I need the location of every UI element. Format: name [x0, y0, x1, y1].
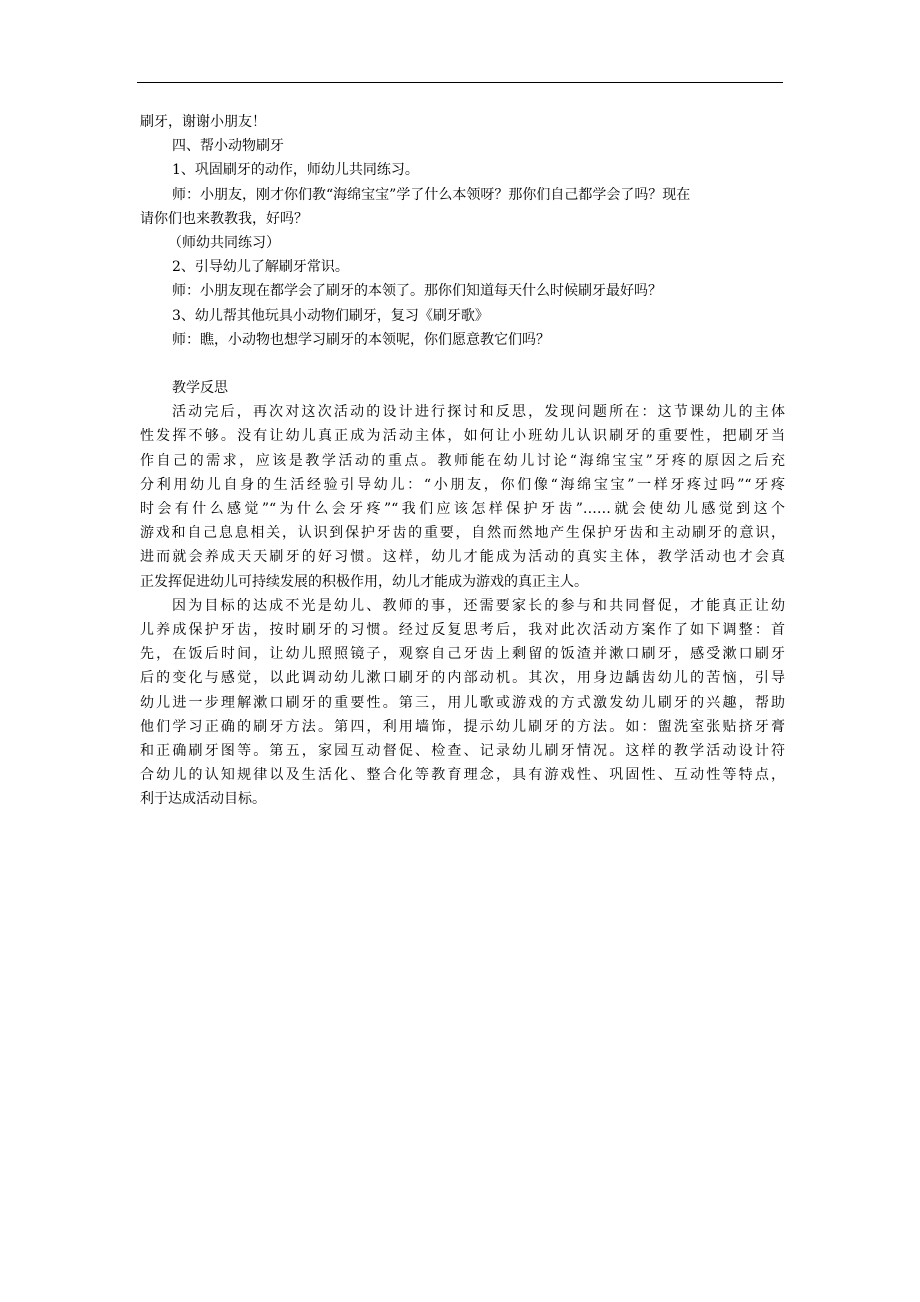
reflection-line: 他们学习正确的刷牙方法。第四，利用墙饰，提示幼儿刷牙的方法。如：盥洗室张贴挤牙膏: [140, 718, 785, 735]
text-line: （师幼共同练习）: [168, 234, 280, 251]
reflection-line: 儿养成保护牙齿，按时刷牙的习惯。经过反复思考后，我对此次活动方案作了如下调整：首: [140, 621, 785, 638]
text-line: 师：小朋友现在都学会了刷牙的本领了。那你们知道每天什么时候刷牙最好吗？: [172, 283, 662, 300]
reflection-line: 幼儿进一步理解漱口刷牙的重要性。第三，用儿歌或游戏的方式激发幼儿刷牙的兴趣，帮助: [140, 694, 785, 711]
reflection-line: 和正确刷牙图等。第五，家园互动督促、检查、记录幼儿刷牙情况。这样的教学活动设计符: [140, 742, 785, 759]
text-line: 3、幼儿帮其他玩具小动物们刷牙，复习《刷牙歌》: [172, 307, 489, 324]
header-rule: [137, 82, 783, 83]
reflection-heading: 教学反思: [172, 380, 228, 397]
reflection-line: 因为目标的达成不光是幼儿、教师的事，还需要家长的参与和共同督促，才能真正让幼: [172, 597, 785, 614]
reflection-line: 分利用幼儿自身的生活经验引导幼儿：“小朋友，你们像“海绵宝宝”一样牙疼过吗”“牙疼: [140, 476, 785, 493]
paragraph-gap: [140, 352, 785, 376]
text-line: 刷牙，谢谢小朋友！: [140, 114, 266, 130]
text-line: 1、巩固刷牙的动作，师幼儿共同练习。: [172, 162, 419, 179]
document-body: [140, 110, 785, 811]
reflection-line: 游戏和自己息息相关，认识到保护牙齿的重要，自然而然地产生保护牙齿和主动刷牙的意识，: [140, 525, 785, 542]
reflection-line: 时会有什么感觉”“为什么会牙疼”“我们应该怎样保护牙齿”……就会使幼儿感觉到这个: [140, 501, 785, 517]
text-line: 师：瞧，小动物也想学习刷牙的本领呢，你们愿意教它们吗？: [172, 331, 550, 348]
text-line: 2、引导幼儿了解刷牙常识。: [172, 259, 349, 276]
reflection-line: 进而就会养成天天刷牙的好习惯。这样，幼儿才能成为活动的真实主体，教学活动也才会真: [140, 549, 785, 566]
reflection-line: 利于达成活动目标。: [140, 791, 266, 808]
text-line: 师：小朋友，刚才你们教“海绵宝宝”学了什么本领呀？那你们自己都学会了吗？现在: [172, 186, 691, 203]
reflection-line: 活动完后，再次对这次活动的设计进行探讨和反思，发现问题所在：这节课幼儿的主体: [172, 404, 785, 421]
reflection-line: 先，在饭后时间，让幼儿照照镜子，观察自己牙齿上剩留的饭渣并漱口刷牙，感受漱口刷牙: [140, 646, 785, 663]
reflection-line: 正发挥促进幼儿可持续发展的积极作用，幼儿才能成为游戏的真正主人。: [140, 573, 588, 590]
text-line: 请你们也来教教我，好吗？: [140, 210, 308, 227]
section-heading: 四、帮小动物刷牙: [172, 138, 284, 155]
reflection-line: 合幼儿的认知规律以及生活化、整合化等教育理念，具有游戏性、巩固性、互动性等特点，: [140, 767, 785, 784]
reflection-line: 性发挥不够。没有让幼儿真正成为活动主体，如何让小班幼儿认识刷牙的重要性，把刷牙当: [140, 428, 785, 445]
reflection-line: 后的变化与感觉，以此调动幼儿漱口刷牙的内部动机。其次，用身边龋齿幼儿的苦恼，引导: [140, 670, 785, 687]
reflection-line: 作自己的需求，应该是教学活动的重点。教师能在幼儿讨论“海绵宝宝”牙疼的原因之后充: [140, 452, 785, 469]
